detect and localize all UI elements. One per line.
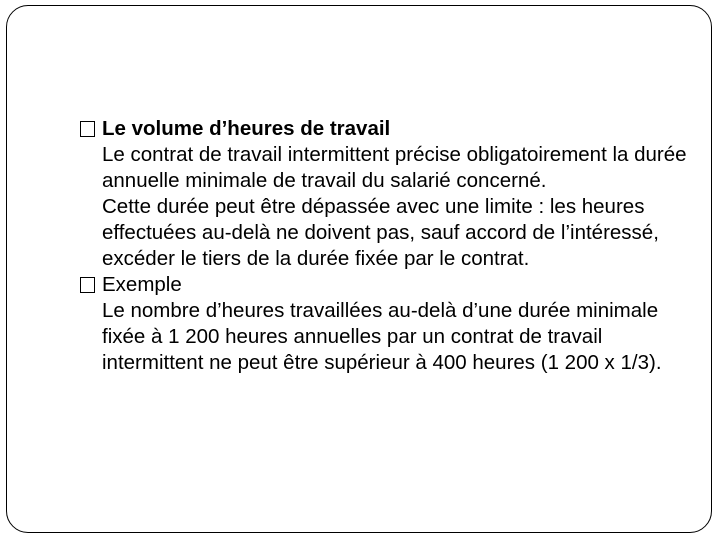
square-bullet-icon xyxy=(80,277,95,293)
slide-content xyxy=(80,116,690,376)
bullet-heading-volume xyxy=(80,116,690,142)
paragraph: Le contrat de travail intermittent précise obligatoirement la durée annuelle minimale de travail du salarié concerné. xyxy=(102,143,687,192)
paragraph: Le nombre d’heures travaillées au-delà d’une durée minimale fixée à 1 200 heures annuelles par un contrat de travail intermittent ne peut être supérieur à 400 heures (1 200 x 1/3). xyxy=(102,299,662,374)
paragraph: Cette durée peut être dépassée avec une limite : les heures effectuées au-delà ne doivent pas, sauf accord de l’intéressé, excéder le tiers de la durée fixée par le contrat. xyxy=(102,195,659,270)
bullet-heading-exemple xyxy=(80,272,690,298)
section-heading: Le volume d’heures de travail xyxy=(102,117,391,140)
square-bullet-icon xyxy=(80,121,95,137)
section-heading: Exemple xyxy=(102,273,182,296)
